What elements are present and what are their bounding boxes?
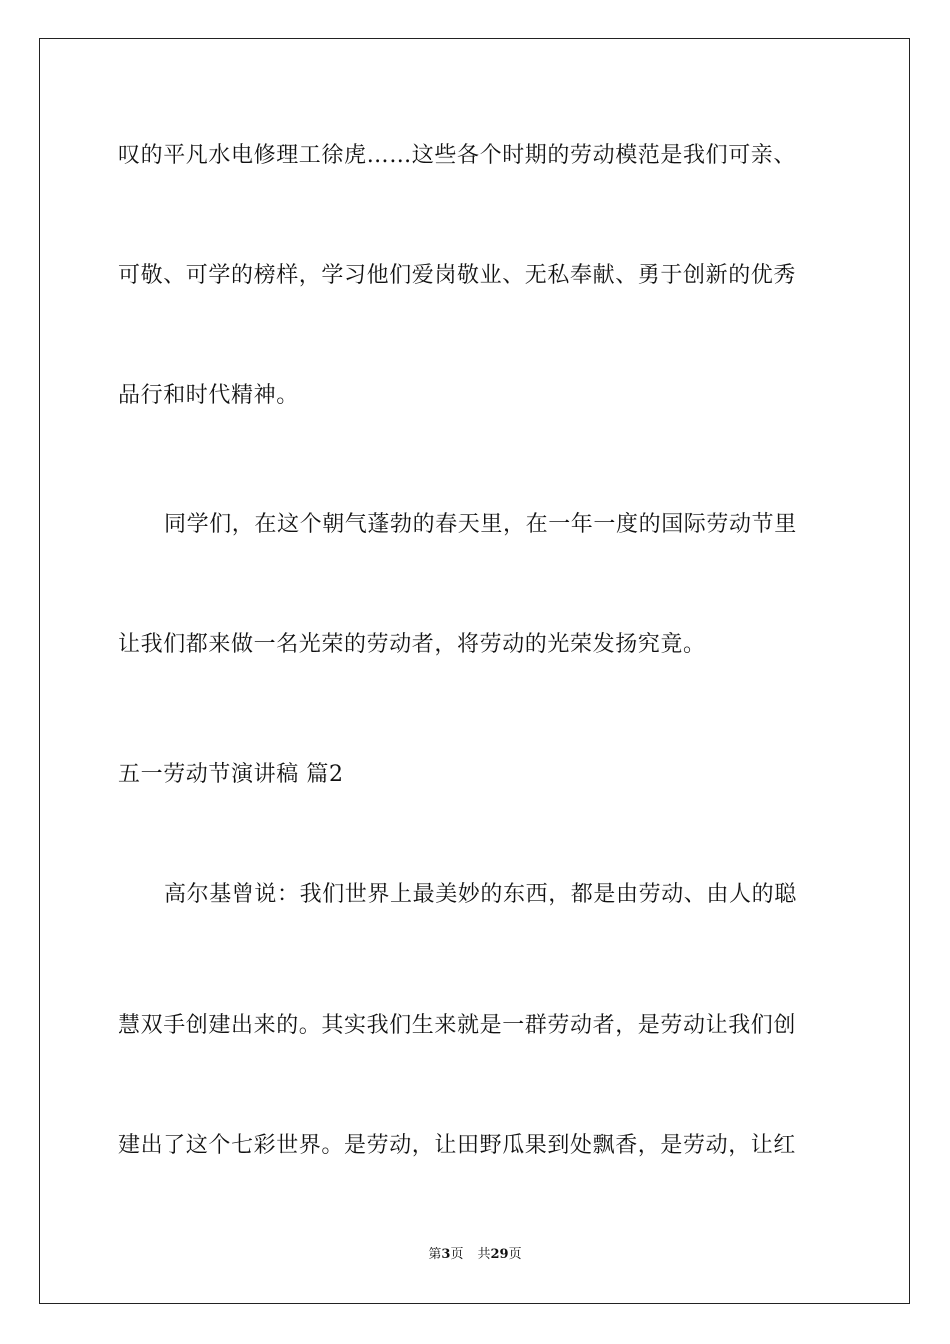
total-prefix: 共: [477, 1247, 491, 1262]
page-border: [39, 38, 910, 1304]
page-prefix: 第: [428, 1247, 442, 1262]
paragraph-start-line: 同学们，在这个朝气蓬勃的春天里，在一年一度的国际劳动节里: [164, 512, 797, 537]
body-text-line: 品行和时代精神。: [118, 383, 299, 408]
page-number: 3: [441, 1247, 451, 1262]
section-heading: 五一劳动节演讲稿 篇2: [118, 762, 344, 787]
body-text-line: 慧双手创建出来的。其实我们生来就是一群劳动者，是劳动让我们创: [118, 1013, 797, 1038]
body-text-line: 建出了这个七彩世界。是劳动，让田野瓜果到处飘香，是劳动，让红: [118, 1133, 797, 1158]
page-suffix: 页: [450, 1247, 464, 1262]
total-suffix: 页: [508, 1247, 522, 1262]
body-text-line: 让我们都来做一名光荣的劳动者，将劳动的光荣发扬究竟。: [118, 632, 706, 657]
body-text-line: 叹的平凡水电修理工徐虎……这些各个时期的劳动模范是我们可亲、: [118, 143, 797, 168]
page-footer: [0, 1246, 950, 1264]
paragraph-start-line: 高尔基曾说：我们世界上最美妙的东西，都是由劳动、由人的聪: [164, 882, 797, 907]
body-text-line: 可敬、可学的榜样，学习他们爱岗敬业、无私奉献、勇于创新的优秀: [118, 263, 797, 288]
total-pages: 29: [490, 1247, 509, 1262]
